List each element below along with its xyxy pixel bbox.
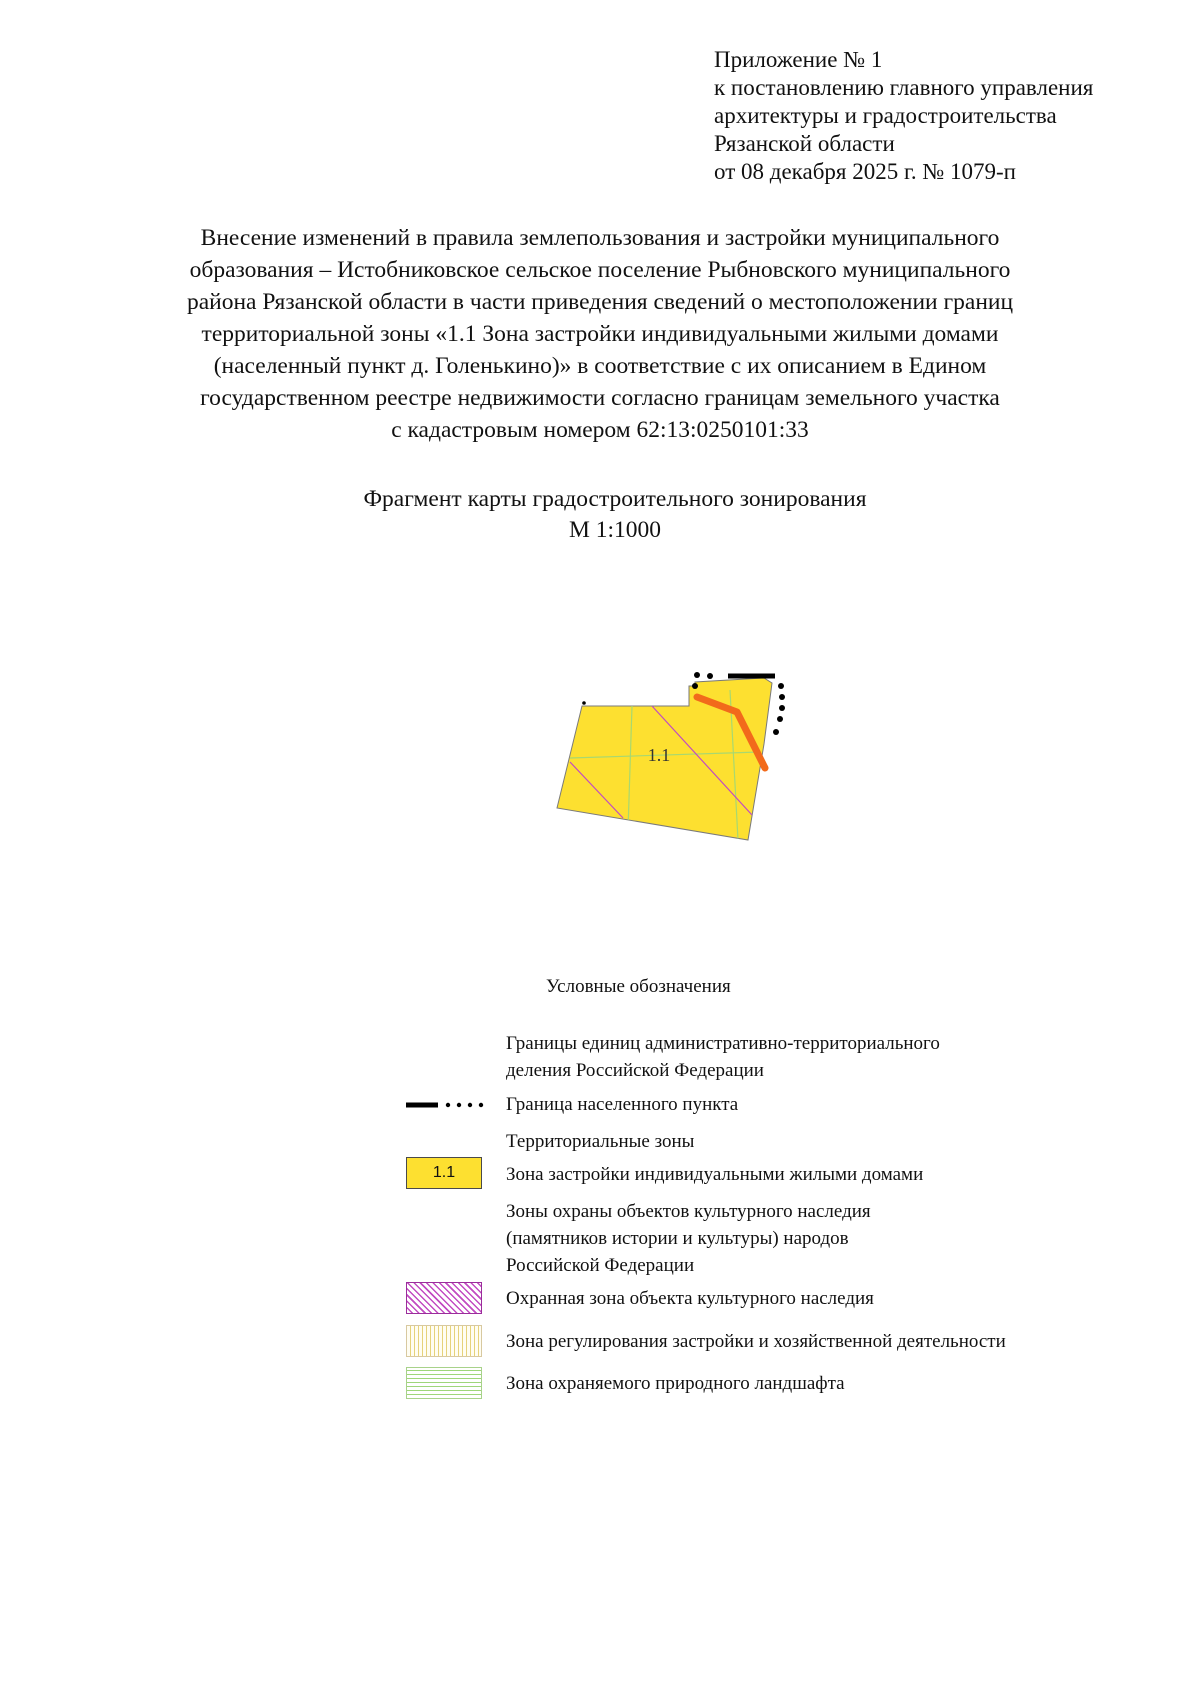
legend-text-line: деления Российской Федерации <box>506 1060 764 1081</box>
legend-heritage-heading <box>506 1198 871 1279</box>
legend-zones-heading: Территориальные зоны <box>506 1131 695 1152</box>
legend-protection-zone: Охранная зона объекта культурного наследия <box>506 1288 874 1309</box>
legend-settlement-boundary: Граница населенного пункта <box>506 1094 739 1115</box>
appendix-line: Рязанской области <box>714 131 895 156</box>
legend-regulation-zone: Зона регулирования застройки и хозяйственной деятельности <box>506 1331 1006 1352</box>
appendix-number: Приложение № 1 <box>714 47 883 72</box>
legend-landscape-zone: Зона охраняемого природного ландшафта <box>506 1373 845 1394</box>
legend-admin-heading <box>506 1030 940 1084</box>
legend-zone-symbol <box>406 1157 482 1189</box>
legend-text-line: Российской Федерации <box>506 1255 695 1276</box>
title-line: образования – Истобниковское сельское поселение Рыбновского муниципального <box>189 257 1011 283</box>
legend-title: Условные обозначения <box>546 976 731 997</box>
legend-landscape-symbol <box>406 1367 482 1399</box>
legend-zone-symbol-label: 1.1 <box>432 1164 456 1181</box>
legend-zone-residential: Зона застройки индивидуальными жилыми домами <box>506 1164 924 1185</box>
title-line: с кадастровым номером 62:13:0250101:33 <box>391 417 809 443</box>
title-line: государственном реестре недвижимости согласно границам земельного участка <box>200 385 1000 411</box>
title-line: (населенный пункт д. Голенькино)» в соответствие с их описанием в Едином <box>213 353 987 379</box>
title-line: района Рязанской области в части приведения сведений о местоположении границ <box>186 289 1014 315</box>
legend-text-line: Зоны охраны объектов культурного наследия <box>506 1201 871 1222</box>
settlement-boundary-symbol <box>406 1100 486 1110</box>
appendix-line: архитектуры и градостроительства <box>714 103 1057 128</box>
map-fragment-title: Фрагмент карты градостроительного зонирования <box>363 486 867 512</box>
appendix-date: от 08 декабря 2025 г. № 1079-п <box>714 159 1016 184</box>
legend-regulation-symbol <box>406 1325 482 1357</box>
appendix-line: к постановлению главного управления <box>714 75 1094 100</box>
legend-protection-symbol <box>406 1282 482 1314</box>
zone-label: 1.1 <box>647 745 671 765</box>
legend-text-line: Границы единиц административно-территориального <box>506 1033 940 1054</box>
title-line: территориальной зоны «1.1 Зона застройки индивидуальными жилыми домами <box>201 321 999 347</box>
map-scale: М 1:1000 <box>568 517 662 543</box>
title-line: Внесение изменений в правила землепользования и застройки муниципального <box>200 225 1000 251</box>
legend-text-line: (памятников истории и культуры) народов <box>506 1228 849 1249</box>
